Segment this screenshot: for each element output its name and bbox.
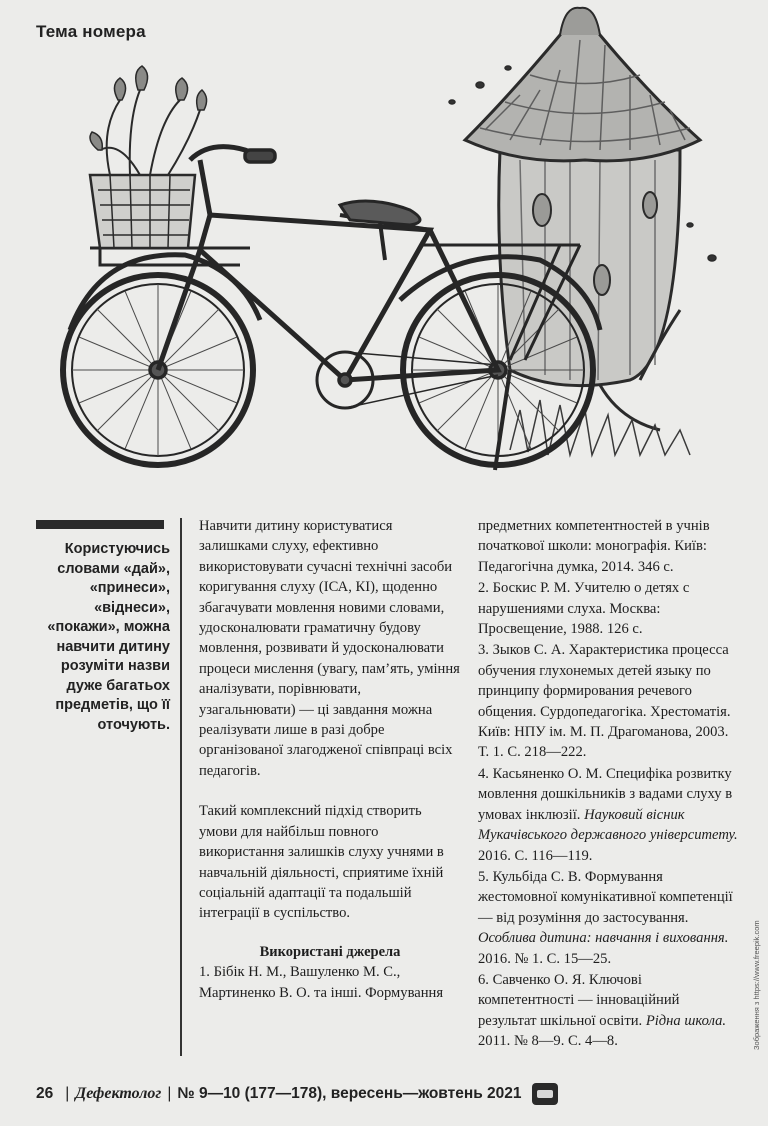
body-paragraph-2: Такий комплексний підхід створить умови для найбільш повного використання залишків слуху учнями в навчальній діяльності, сприятиме їхній соціальній адаптації та подальшій інтеграції в суспільство. bbox=[199, 803, 444, 922]
flower-basket bbox=[90, 66, 207, 248]
reference-6: 6. Савченко О. Я. Ключові компетентності — інноваційний результат шкільної освіти. Рідна школа. 2011. № 8—9. С. 4—8. bbox=[478, 971, 727, 1050]
pull-quote: Користуючись словами «дай», «принеси», «віднеси», «покажи», можна навчити дитину розуміти назви дуже багатьох предметів, що її оточують. bbox=[47, 541, 170, 733]
reference-1-end: предметних компетентностей в учнів початкової школи: монографія. Київ: Педагогічна думка, 2014. 346 с. bbox=[478, 518, 710, 575]
bicycle-beehive-illustration bbox=[40, 0, 768, 500]
page-footer bbox=[36, 1082, 736, 1106]
column-divider bbox=[180, 518, 182, 1056]
reference-4: 4. Касьяненко О. М. Специфіка розвитку мовлення дошкільників з вадами слуху в умовах інклюзії. Науковий вісник Мукачівського державного університету. 2016. С. 116—119. bbox=[478, 765, 738, 864]
beehive-knot bbox=[533, 194, 551, 226]
publisher-logo-icon bbox=[532, 1083, 558, 1105]
body-paragraph-1: Навчити дитину користуватися залишками слуху, ефективно використовувати сучасні технічні засоби коригування слуху (ІСА, КІ), щоденно збагачувати мовлення новими словами, удосконалювати граматичну будову мовлення, розвивати й удосконалювати процеси мислення (увагу, пам’ять, уміння аналізувати, порівнювати, узагальнювати) — ці завдання можна реалізувати лише в разі добре організованої злагодженої співпраці всіх педагогів. bbox=[199, 518, 460, 779]
body-column-middle bbox=[199, 516, 461, 1003]
body-column-right bbox=[478, 516, 740, 1053]
reference-2: 2. Боскис Р. М. Учителю о детях с нарушениями слуха. Москва: Просвещение, 1988. 126 с. bbox=[478, 580, 690, 638]
section-rubric: Тема номера bbox=[36, 22, 146, 41]
beehive-roof bbox=[465, 20, 700, 161]
references-heading: Використані джерела bbox=[259, 943, 401, 960]
image-credit: Зображення з https://www.freepik.com bbox=[752, 920, 761, 1050]
pull-quote-bar bbox=[36, 520, 164, 529]
issue-info: № 9—10 (177—178), вересень—жовтень 2021 bbox=[177, 1085, 522, 1102]
footer-separator: | bbox=[65, 1085, 70, 1102]
reference-5: 5. Кульбіда С. В. Формування жестомовної комунікативної компетенції — від розуміння до застосування. Особлива дитина: навчання і виховання. 2016. № 1. С. 15—25. bbox=[478, 868, 733, 967]
bicycle-frame bbox=[200, 215, 430, 380]
reference-1-start: 1. Бібік Н. М., Вашуленко М. С., Мартиненко В. О. та інші. Формування bbox=[199, 964, 444, 1001]
bicycle-seat bbox=[340, 201, 420, 225]
footer-separator: | bbox=[167, 1085, 172, 1102]
reference-3: 3. Зыков С. А. Характеристика процесса обучения глухонемых детей языку по принципу формирования речевого общения. Сурдопедагогіка. Хрестоматія. Київ: НПУ ім. М. П. Драгоманова, 2003. Т. 1. С. 218—222. bbox=[478, 642, 731, 761]
page-number: 26 bbox=[36, 1085, 54, 1102]
magazine-name: Дефектолог bbox=[75, 1085, 162, 1102]
